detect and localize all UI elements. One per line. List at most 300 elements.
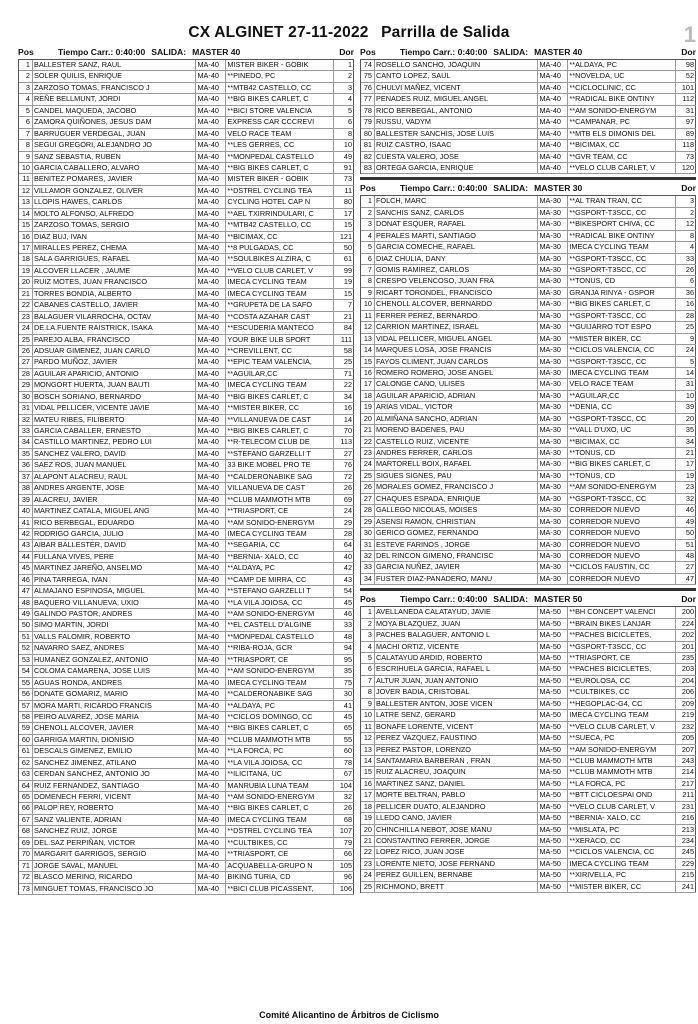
cell-name: ANDRES FERRER, CARLOS [375,448,539,458]
cell-dorsal: 120 [676,163,696,173]
cell-team: ACQUABELLA-GRUPO N [226,861,334,871]
cell-name: MOLTO ALFONSO, ALFREDO [33,209,197,219]
section-master-50 [360,593,696,893]
cell-category: MA-40 [196,197,226,207]
cell-name: MATEU RIBES, FILIBERTO [33,415,197,425]
table-row [361,847,696,858]
cell-category: MA-40 [196,83,226,93]
cell-category: MA-30 [538,231,568,241]
cell-dorsal: 27 [676,562,696,572]
cell-name: SANZ VALIENTE, ADRIAN [33,815,197,825]
cell-name: PACHES BALAGUER, ANTONIO L [375,630,539,640]
cell-category: MA-40 [196,380,226,390]
cell-team: **PINEDO, PC [226,71,334,81]
section-divider [360,177,696,180]
table-row [19,220,354,231]
cell-team: **COSTA AZAHAR CAST [226,312,334,322]
cell-dorsal: 1 [334,60,354,70]
cell-name: FOLCH, MARC [375,196,539,206]
cell-category: MA-50 [538,722,568,732]
cell-category: MA-40 [196,186,226,196]
cell-dorsal: 61 [334,254,354,264]
table-row [19,678,354,689]
cell-dorsal: 224 [676,619,696,629]
cell-category: MA-40 [196,575,226,585]
cell-team: **GUIJARRO TOT ESPO [568,322,676,332]
cell-team: VILLANUEVA DE CAST [226,483,334,493]
cell-category: MA-30 [538,311,568,321]
cell-name: ZARZOSO TOMAS, SERGIO [33,220,197,230]
cell-pos: 69 [19,838,33,848]
cell-dorsal: 29 [334,518,354,528]
cell-name: PINA TARREGA, IVAN [33,575,197,585]
cell-dorsal: 69 [334,495,354,505]
cell-dorsal: 231 [676,802,696,812]
cell-category: MA-40 [196,323,226,333]
cell-name: CALATAYUD ARDID, ROBERTO [375,653,539,663]
cell-category: MA-40 [196,289,226,299]
cell-team: **LA VILA JOIOSA, CC [226,758,334,768]
cell-category: MA-40 [196,506,226,516]
table-row [361,710,696,721]
cell-category: MA-40 [196,94,226,104]
cell-pos: 17 [361,379,375,389]
header-salida: SALIDA: [151,47,187,57]
cell-team: **GSPORT-T3SCC, CC [568,414,676,424]
cell-dorsal: 17 [334,209,354,219]
cell-team: **TRIASPORT, CE [226,655,334,665]
cell-name: ZAMORA QUIÑONES, JESUS DAM [33,117,197,127]
cell-pos: 2 [361,619,375,629]
cell-category: MA-30 [538,562,568,572]
table-row [19,232,354,243]
cell-team: **NOVELDA, UC [568,71,676,81]
cell-dorsal: 229 [676,859,696,869]
table-row [361,140,696,151]
cell-name: RODRIGO GARCIA, JULIO [33,529,197,539]
cell-dorsal: 19 [334,277,354,287]
cell-dorsal: 26 [334,483,354,493]
cell-dorsal: 48 [334,632,354,642]
table-row [19,712,354,723]
cell-name: FUSTER DIAZ-PANADERO, MANU [375,574,539,584]
cell-dorsal: 55 [334,735,354,745]
cell-category: MA-40 [196,152,226,162]
cell-category: MA-30 [538,357,568,367]
header-pos: Pos [360,47,376,57]
cell-dorsal: 10 [334,140,354,150]
table-row [361,322,696,333]
cell-category: MA-40 [196,746,226,756]
cell-team: **AGUILAR,CC [226,369,334,379]
table-row [361,219,696,230]
cell-team: **GSPORT-T3SCC, CC [568,357,676,367]
cell-name: ESTEVE FARINOS , JORGE [375,540,539,550]
table-row [361,334,696,345]
cell-pos: 6 [361,254,375,264]
cell-dorsal: 241 [676,882,696,892]
cell-dorsal: 215 [676,870,696,880]
cell-category: MA-50 [538,756,568,766]
cell-dorsal: 4 [676,242,696,252]
cell-dorsal: 21 [334,312,354,322]
cell-team: IMECA CYCLING TEAM [568,710,676,720]
cell-pos: 3 [19,83,33,93]
cell-category: MA-30 [538,334,568,344]
cell-pos: 34 [361,574,375,584]
table-row [19,357,354,368]
cell-category: MA-30 [538,574,568,584]
cell-category: MA-30 [538,208,568,218]
cell-dorsal: 79 [334,838,354,848]
cell-dorsal: 207 [676,745,696,755]
cell-name: PEIRO ALVAREZ, JOSE MARIA [33,712,197,722]
cell-team: **MISTER BIKER, CC [568,334,676,344]
cell-dorsal: 14 [334,415,354,425]
section-master-30 [360,182,696,585]
table-row [19,277,354,288]
cell-name: CHULVI MAÑEZ, VICENT [375,83,539,93]
table-row [19,689,354,700]
cell-team: **CICLOCLINIC, CC [568,83,676,93]
cell-team: **GSPORT-T3SCC, CC [568,265,676,275]
cell-dorsal: 49 [676,517,696,527]
cell-name: CANDEL MAQUEDA, JACOBO [33,106,197,116]
cell-dorsal: 58 [334,346,354,356]
cell-dorsal: 11 [334,186,354,196]
table-row [19,826,354,837]
cell-category: MA-30 [538,288,568,298]
cell-team: MISTER BIKER - GOBIK [226,174,334,184]
cell-name: SANTAMARIA BARBERAN , FRAN [375,756,539,766]
cell-category: MA-40 [196,586,226,596]
cell-pos: 2 [19,71,33,81]
cell-team: **AM SONIDO-ENERGYM [568,482,676,492]
cell-dorsal: 6 [334,117,354,127]
cell-name: PEREZ VAZQUEZ, FAUSTINO [375,733,539,743]
cell-name: MORALES GOMEZ, FRANCISCO J [375,482,539,492]
cell-category: MA-30 [538,505,568,515]
cell-name: DE.LA.FUENTE RAISTRICK, ISAKA [33,323,197,333]
cell-pos: 30 [19,392,33,402]
cell-category: MA-50 [538,859,568,869]
cell-team: **BERNIA- XALO, CC [226,552,334,562]
cell-pos: 80 [361,129,375,139]
cell-pos: 75 [361,71,375,81]
cell-name: CONSTANTINO FERRER, JORGE [375,836,539,846]
cell-name: DEL.SAZ PERPIÑAN, VICTOR [33,838,197,848]
cell-dorsal: 12 [676,219,696,229]
header-salida: SALIDA: [493,594,529,605]
table-row [19,792,354,803]
cell-team: IMECA CYCLING TEAM [568,242,676,252]
cell-team: **TONUS, CD [568,276,676,286]
cell-pos: 21 [361,836,375,846]
cell-dorsal: 72 [334,472,354,482]
cell-name: PEREZ GUILLEN, BERNABE [375,870,539,880]
cell-name: LOPEZ RICO, JUAN JOSE [375,847,539,857]
cell-name: CANTO LOPEZ, SAUL [375,71,539,81]
cell-name: RUSSU, VADYM [375,117,539,127]
cell-name: ORTEGA GARCIA, ENRIQUE [375,163,539,173]
table-row [19,540,354,551]
cell-dorsal: 54 [334,586,354,596]
cell-dorsal: 89 [676,129,696,139]
cell-dorsal: 48 [676,551,696,561]
section-header [360,182,696,195]
table-row [19,300,354,311]
cell-team: **BICIMAX, CC [568,437,676,447]
cell-pos: 26 [361,482,375,492]
header-cat: MASTER 40 [192,47,241,57]
table-row [361,767,696,778]
cell-dorsal: 40 [334,552,354,562]
cell-name: ARIAS VIDAL, VICTOR [375,402,539,412]
cell-team: **MONPEDAL CASTELLO [226,152,334,162]
cell-dorsal: 217 [676,779,696,789]
header-cat: MASTER 30 [534,183,583,194]
cell-pos: 23 [361,448,375,458]
cell-category: MA-40 [196,254,226,264]
cell-team: IMECA CYCLING TEAM [568,859,676,869]
cell-pos: 24 [361,870,375,880]
cell-dorsal: 25 [334,357,354,367]
cell-category: MA-40 [538,60,568,70]
cell-dorsal: 209 [676,699,696,709]
cell-team: **CULTBIKES, CC [568,687,676,697]
cell-team: **DENIA, CC [568,402,676,412]
cell-team: **SEGARIA, CC [226,540,334,550]
cell-category: MA-40 [196,815,226,825]
cell-dorsal: 68 [334,815,354,825]
cell-dorsal: 202 [676,630,696,640]
cell-dorsal: 15 [334,289,354,299]
cell-team: **VALL D'UXO, UC [568,425,676,435]
table-row [19,106,354,117]
cell-dorsal: 34 [334,392,354,402]
table-row [19,415,354,426]
table-row [19,449,354,460]
cell-team: **PACHES BICICLETES, [568,664,676,674]
cell-name: MONGORT HUERTA, JUAN BAUTI [33,380,197,390]
cell-category: MA-30 [538,391,568,401]
cell-dorsal: 25 [676,322,696,332]
cell-team: IMECA CYCLING TEAM [226,277,334,287]
cell-pos: 32 [19,415,33,425]
table-row [361,437,696,448]
cell-category: MA-40 [196,666,226,676]
cell-category: MA-40 [196,758,226,768]
table-row [19,83,354,94]
table-row [361,687,696,698]
cell-category: MA-50 [538,825,568,835]
cell-name: RUIZ ALACREU, JOAQUIN [375,767,539,777]
cell-category: MA-40 [196,792,226,802]
cell-name: LLEDO CANO, JAVIER [375,813,539,823]
cell-category: MA-50 [538,733,568,743]
cell-category: MA-30 [538,276,568,286]
cell-team: **CULTBIKES, CC [226,838,334,848]
cell-name: DONAT ESQUER, RAFAEL [375,219,539,229]
cell-pos: 67 [19,815,33,825]
cell-name: BLASCO MERINO, RICARDO [33,872,197,882]
table-row [19,71,354,82]
cell-pos: 78 [361,106,375,116]
cell-dorsal: 204 [676,676,696,686]
cell-team: **CALDERONABIKE SAG [226,689,334,699]
cell-pos: 1 [361,607,375,617]
cell-name: CHENOLL ALCOVER, JAVIER [33,723,197,733]
cell-team: **BIG BIKES CARLET, C [226,163,334,173]
table-row [361,299,696,310]
cell-pos: 10 [361,710,375,720]
cell-pos: 20 [19,277,33,287]
cell-dorsal: 73 [676,152,696,162]
table-row [19,163,354,174]
cell-category: MA-50 [538,653,568,663]
header-tiempo: Tiempo Carr.: 0:40:00 [400,47,488,57]
cell-category: MA-50 [538,882,568,892]
cell-category: MA-40 [196,609,226,619]
cell-dorsal: 14 [676,368,696,378]
cell-dorsal: 106 [334,884,354,894]
cell-dorsal: 98 [676,60,696,70]
cell-team: **TRIASPORT, CE [226,506,334,516]
cell-pos: 1 [361,196,375,206]
cell-category: MA-40 [196,369,226,379]
cell-team: **BIG BIKES CARLET, C [226,392,334,402]
cell-category: MA-40 [196,712,226,722]
table-row [361,562,696,573]
cell-name: SALA GARRIGUES, RAFAEL [33,254,197,264]
cell-pos: 7 [361,265,375,275]
table-row [19,735,354,746]
cell-pos: 5 [361,653,375,663]
cell-category: MA-50 [538,710,568,720]
table-row [19,781,354,792]
cell-dorsal: 41 [334,701,354,711]
cell-dorsal: 8 [334,129,354,139]
cell-name: BARRUGUER VERDEGAL, JUAN [33,129,197,139]
cell-category: MA-40 [196,243,226,253]
cell-dorsal: 50 [676,528,696,538]
table-row [19,209,354,220]
table-row [361,448,696,459]
cell-name: MARTINEZ CATALA, MIGUEL ANG [33,506,197,516]
table-row [19,815,354,826]
cell-pos: 68 [19,826,33,836]
cell-category: MA-30 [538,540,568,550]
cell-dorsal: 73 [334,174,354,184]
cell-pos: 11 [361,311,375,321]
cell-category: MA-30 [538,254,568,264]
cell-pos: 6 [19,117,33,127]
table-row [361,265,696,276]
cell-dorsal: 95 [334,655,354,665]
cell-pos: 19 [361,813,375,823]
cell-team: **ILICITANA, UC [226,769,334,779]
cell-category: MA-50 [538,630,568,640]
cell-name: PAREJO ALBA, FRANCISCO [33,335,197,345]
left-column [18,46,354,898]
cell-name: DIAZ CHULIA, DANY [375,254,539,264]
cell-name: ZARZOSO TOMAS, FRANCISCO J [33,83,197,93]
table-row [361,653,696,664]
cell-category: MA-30 [538,528,568,538]
cell-pos: 29 [19,380,33,390]
cell-category: MA-30 [538,517,568,527]
header-tiempo-salida [386,46,678,59]
cell-category: MA-40 [196,71,226,81]
cell-name: JOVER BADIA, CRISTOBAL [375,687,539,697]
cell-team: **RADICAL BIKE ONTINY [568,231,676,241]
table-row [361,152,696,163]
cell-category: MA-40 [196,701,226,711]
cell-dorsal: 6 [676,276,696,286]
cell-pos: 9 [19,152,33,162]
table-row [361,517,696,528]
cell-name: DESCALS GIMENEZ, EMILIO [33,746,197,756]
table-row [19,335,354,346]
cell-pos: 10 [361,299,375,309]
cell-pos: 39 [19,495,33,505]
cell-team: VELO RACE TEAM [226,129,334,139]
cell-dorsal: 49 [334,152,354,162]
cell-pos: 18 [361,802,375,812]
cell-pos: 27 [19,357,33,367]
cell-team: **CICLOS VALENCIA, CC [568,847,676,857]
cell-category: MA-50 [538,847,568,857]
cell-name: BALLESTER ANTON, JOSE VICEN [375,699,539,709]
cell-team: CORREDOR NUEVO [568,551,676,561]
cell-category: MA-30 [538,242,568,252]
cell-team: **ESCUDERIA MANTECO [226,323,334,333]
cell-team: **SOULBIKES ALZIRA, C [226,254,334,264]
cell-name: BAQUERO VILLANUEVA, UXIO [33,598,197,608]
cell-pos: 21 [19,289,33,299]
cell-dorsal: 105 [334,861,354,871]
cell-category: MA-40 [196,312,226,322]
cell-category: MA-40 [196,769,226,779]
cell-name: ASENSI RAMON, CHRISTIAN [375,517,539,527]
cell-name: AGUILAR APARICIO, ANTONIO [33,369,197,379]
cell-name: SEGUI GREGORI, ALEJANDRO JO [33,140,197,150]
cell-dorsal: 22 [334,380,354,390]
cell-dorsal: 42 [334,563,354,573]
cell-dorsal: 46 [334,609,354,619]
cell-team: CORREDOR NUEVO [568,574,676,584]
cell-category: MA-50 [538,767,568,777]
cell-name: RICART TORONDEL, FRANCISCO [375,288,539,298]
cell-dorsal: 20 [676,414,696,424]
cell-name: GARCIA COMECHE, RAFAEL [375,242,539,252]
cell-team: **EL CASTELL D'ALGINE [226,620,334,630]
cell-team: **BH CONCEPT VALENCI [568,607,676,617]
table-row [361,459,696,470]
cell-team: **AM SONIDO-ENERGYM [226,609,334,619]
cell-pos: 6 [361,664,375,674]
cell-pos: 3 [361,630,375,640]
table-row [361,813,696,824]
cell-name: VIDAL PELLICER, MIGUEL ANGEL [375,334,539,344]
table-row [361,722,696,733]
cell-team: **MTB ELS DIMONIS DEL [568,129,676,139]
footer: Comité Alicantino de Árbitros de Ciclismo [259,1010,439,1020]
cell-pos: 8 [19,140,33,150]
header-tiempo-salida [386,593,678,606]
cell-pos: 33 [19,426,33,436]
cell-team: **PACHES BICICLETES, [568,630,676,640]
